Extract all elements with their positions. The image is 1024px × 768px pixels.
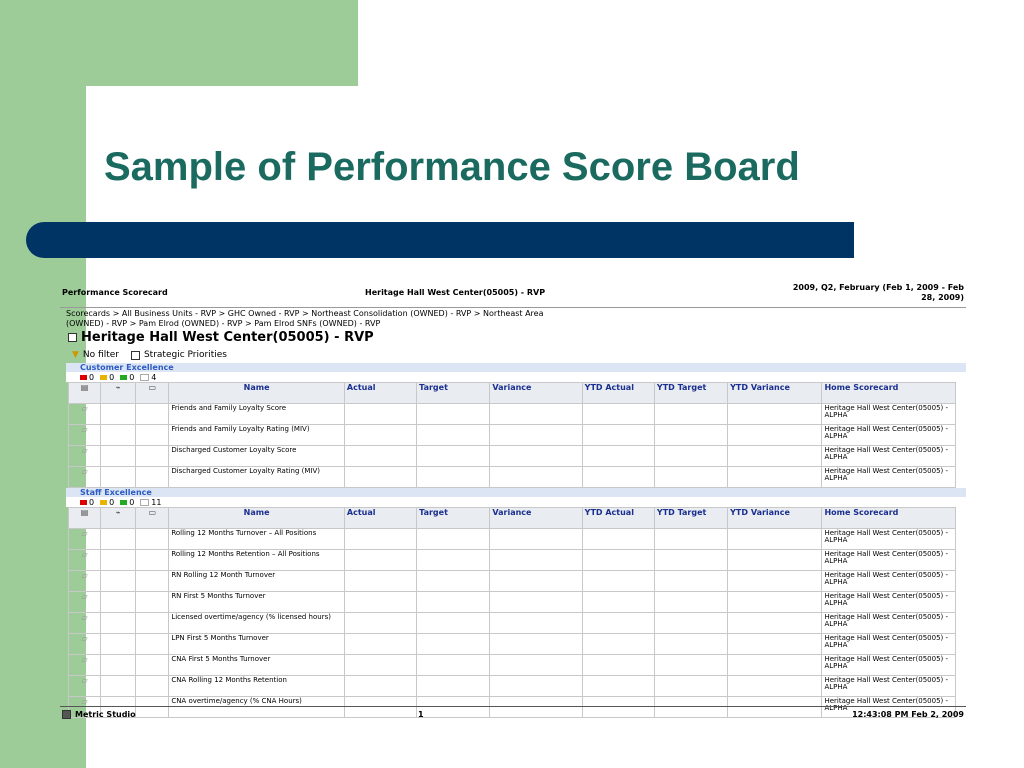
value-cell bbox=[490, 550, 582, 571]
metric-name[interactable]: CNA Rolling 12 Months Retention bbox=[169, 676, 345, 697]
scorecard-screenshot bbox=[60, 283, 966, 723]
row-status-icon[interactable]: ▱ bbox=[69, 592, 101, 613]
red-status-icon bbox=[80, 500, 87, 505]
row-status-icon[interactable]: ▱ bbox=[69, 425, 101, 446]
value-cell bbox=[582, 634, 654, 655]
breadcrumb-line2[interactable]: (OWNED) - RVP > Pam Elrod (OWNED) - RVP > Pam Elrod SNFs (OWNED) - RVP bbox=[66, 319, 381, 328]
value-cell bbox=[728, 425, 822, 446]
row-status-icon[interactable]: ▱ bbox=[69, 697, 101, 718]
value-cell bbox=[490, 404, 582, 425]
value-cell bbox=[654, 676, 727, 697]
home-scorecard-link[interactable]: Heritage Hall West Center(05005) - ALPHA bbox=[822, 676, 956, 697]
green-status-icon bbox=[120, 500, 127, 505]
value-cell bbox=[582, 592, 654, 613]
footer-app-label: Metric Studio bbox=[75, 710, 136, 719]
status-count: 0 bbox=[109, 497, 115, 507]
scorecard-header bbox=[60, 283, 966, 308]
value-cell bbox=[728, 571, 822, 592]
value-cell bbox=[654, 467, 727, 488]
column-header[interactable]: Name bbox=[169, 383, 345, 404]
footer-page: 1 bbox=[418, 710, 424, 719]
comment-column-icon[interactable]: ▭ bbox=[136, 383, 169, 404]
home-scorecard-link[interactable]: Heritage Hall West Center(05005) - ALPHA bbox=[822, 550, 956, 571]
status-counters bbox=[66, 497, 966, 507]
value-cell bbox=[582, 446, 654, 467]
empty-cell bbox=[136, 550, 169, 571]
value-cell bbox=[582, 613, 654, 634]
value-cell bbox=[490, 613, 582, 634]
home-scorecard-link[interactable]: Heritage Hall West Center(05005) - ALPHA bbox=[822, 467, 956, 488]
section-title[interactable]: Staff Excellence bbox=[66, 488, 966, 497]
header-left: Performance Scorecard bbox=[62, 288, 168, 297]
neutral-status-icon bbox=[140, 499, 149, 506]
empty-cell bbox=[101, 592, 136, 613]
table-row[interactable] bbox=[69, 634, 956, 655]
column-header[interactable]: Variance bbox=[490, 508, 582, 529]
table-row[interactable] bbox=[69, 676, 956, 697]
metrics-table bbox=[68, 507, 956, 718]
value-cell bbox=[344, 571, 416, 592]
table-row[interactable] bbox=[69, 467, 956, 488]
home-scorecard-link[interactable]: Heritage Hall West Center(05005) - ALPHA bbox=[822, 634, 956, 655]
value-cell bbox=[654, 613, 727, 634]
value-cell bbox=[417, 655, 490, 676]
scorecard-sections bbox=[60, 363, 966, 718]
empty-cell bbox=[101, 404, 136, 425]
filter-label[interactable]: No filter bbox=[82, 350, 119, 360]
table-row[interactable] bbox=[69, 550, 956, 571]
value-cell bbox=[582, 655, 654, 676]
table-row[interactable] bbox=[69, 425, 956, 446]
home-scorecard-link[interactable]: Heritage Hall West Center(05005) - ALPHA bbox=[822, 592, 956, 613]
metric-name[interactable]: Rolling 12 Months Turnover – All Positions bbox=[169, 529, 345, 550]
empty-cell bbox=[101, 634, 136, 655]
empty-cell bbox=[101, 571, 136, 592]
footer-app bbox=[62, 710, 136, 719]
value-cell bbox=[582, 676, 654, 697]
green-top-band bbox=[0, 0, 358, 86]
value-cell bbox=[582, 425, 654, 446]
header-center: Heritage Hall West Center(05005) - RVP bbox=[365, 288, 546, 297]
row-status-icon[interactable]: ▱ bbox=[69, 529, 101, 550]
value-cell bbox=[728, 529, 822, 550]
center-name: Heritage Hall West Center(05005) - RVP bbox=[81, 329, 374, 345]
column-header[interactable]: Home Scorecard bbox=[822, 508, 956, 529]
empty-cell bbox=[101, 467, 136, 488]
strategy-icon[interactable] bbox=[131, 351, 140, 360]
column-header[interactable]: YTD Target bbox=[654, 383, 727, 404]
row-status-icon[interactable]: ▱ bbox=[69, 571, 101, 592]
value-cell bbox=[490, 634, 582, 655]
value-cell bbox=[344, 425, 416, 446]
value-cell bbox=[654, 404, 727, 425]
value-cell bbox=[728, 634, 822, 655]
neutral-status-icon bbox=[140, 374, 149, 381]
home-scorecard-link[interactable]: Heritage Hall West Center(05005) - ALPHA bbox=[822, 446, 956, 467]
empty-cell bbox=[101, 613, 136, 634]
metrics-table bbox=[68, 382, 956, 488]
row-status-icon[interactable]: ▱ bbox=[69, 634, 101, 655]
value-cell bbox=[417, 529, 490, 550]
column-header[interactable]: YTD Variance bbox=[728, 508, 822, 529]
scorecard-title bbox=[60, 329, 966, 345]
metric-name[interactable]: Licensed overtime/agency (% licensed hours) bbox=[169, 613, 345, 634]
value-cell bbox=[417, 592, 490, 613]
value-cell bbox=[728, 613, 822, 634]
column-header[interactable]: YTD Variance bbox=[728, 383, 822, 404]
metric-name[interactable]: Discharged Customer Loyalty Score bbox=[169, 446, 345, 467]
row-status-icon[interactable]: ▱ bbox=[69, 446, 101, 467]
home-scorecard-link[interactable]: Heritage Hall West Center(05005) - ALPHA bbox=[822, 425, 956, 446]
value-cell bbox=[728, 676, 822, 697]
home-scorecard-link[interactable]: Heritage Hall West Center(05005) - ALPHA bbox=[822, 571, 956, 592]
value-cell bbox=[654, 571, 727, 592]
metric-name[interactable]: LPN First 5 Months Turnover bbox=[169, 634, 345, 655]
value-cell bbox=[344, 676, 416, 697]
home-scorecard-link[interactable]: Heritage Hall West Center(05005) - ALPHA bbox=[822, 613, 956, 634]
strategic-priorities-link[interactable]: Strategic Priorities bbox=[143, 350, 227, 360]
footer-timestamp: 12:43:08 PM Feb 2, 2009 bbox=[852, 710, 964, 719]
status-count: 0 bbox=[109, 372, 115, 382]
metric-name[interactable]: Friends and Family Loyalty Rating (MIV) bbox=[169, 425, 345, 446]
empty-cell bbox=[136, 425, 169, 446]
value-cell bbox=[344, 592, 416, 613]
status-count: 4 bbox=[151, 372, 157, 382]
value-cell bbox=[344, 634, 416, 655]
column-header[interactable]: Target bbox=[417, 383, 490, 404]
column-header[interactable]: Variance bbox=[490, 383, 582, 404]
value-cell bbox=[582, 529, 654, 550]
empty-cell bbox=[101, 550, 136, 571]
column-header[interactable]: Name bbox=[169, 508, 345, 529]
value-cell bbox=[490, 446, 582, 467]
value-cell bbox=[728, 446, 822, 467]
metric-name[interactable]: RN Rolling 12 Month Turnover bbox=[169, 571, 345, 592]
value-cell bbox=[344, 446, 416, 467]
empty-cell bbox=[136, 571, 169, 592]
empty-cell bbox=[136, 676, 169, 697]
header-period bbox=[674, 283, 964, 303]
breadcrumb bbox=[60, 308, 966, 329]
value-cell bbox=[344, 655, 416, 676]
row-status-icon[interactable]: ▱ bbox=[69, 613, 101, 634]
column-header[interactable]: Actual bbox=[344, 383, 416, 404]
table-header-row bbox=[69, 508, 956, 529]
value-cell bbox=[344, 613, 416, 634]
value-cell bbox=[490, 529, 582, 550]
empty-cell bbox=[101, 529, 136, 550]
value-cell bbox=[417, 425, 490, 446]
empty-cell bbox=[101, 676, 136, 697]
red-status-icon bbox=[80, 375, 87, 380]
empty-cell bbox=[136, 655, 169, 676]
title-underline-bar bbox=[26, 222, 854, 258]
value-cell bbox=[654, 655, 727, 676]
table-row[interactable] bbox=[69, 571, 956, 592]
empty-cell bbox=[136, 529, 169, 550]
value-cell bbox=[344, 467, 416, 488]
value-cell bbox=[490, 425, 582, 446]
column-header[interactable]: Home Scorecard bbox=[822, 383, 956, 404]
table-row[interactable] bbox=[69, 655, 956, 676]
value-cell bbox=[728, 655, 822, 676]
value-cell bbox=[417, 550, 490, 571]
value-cell bbox=[582, 550, 654, 571]
row-status-icon[interactable]: ▱ bbox=[69, 676, 101, 697]
value-cell bbox=[728, 467, 822, 488]
table-row[interactable] bbox=[69, 446, 956, 467]
value-cell bbox=[654, 425, 727, 446]
trend-column-icon[interactable]: ⌁ bbox=[101, 508, 136, 529]
table-header-row bbox=[69, 383, 956, 404]
status-counters bbox=[66, 372, 966, 382]
value-cell bbox=[728, 550, 822, 571]
value-cell bbox=[417, 467, 490, 488]
metric-name[interactable]: RN First 5 Months Turnover bbox=[169, 592, 345, 613]
list-column-icon[interactable]: ▤ bbox=[69, 508, 101, 529]
value-cell bbox=[490, 571, 582, 592]
metric-name[interactable]: Rolling 12 Months Retention – All Positions bbox=[169, 550, 345, 571]
metric-name[interactable]: CNA First 5 Months Turnover bbox=[169, 655, 345, 676]
list-column-icon[interactable]: ▤ bbox=[69, 383, 101, 404]
metric-studio-icon bbox=[62, 710, 71, 719]
header-period-line1: 2009, Q2, February (Feb 1, 2009 - Feb bbox=[792, 283, 964, 292]
value-cell bbox=[417, 404, 490, 425]
home-scorecard-link[interactable]: Heritage Hall West Center(05005) - ALPHA bbox=[822, 404, 956, 425]
table-row[interactable] bbox=[69, 592, 956, 613]
column-header[interactable]: YTD Target bbox=[654, 508, 727, 529]
table-row[interactable] bbox=[69, 404, 956, 425]
value-cell bbox=[344, 404, 416, 425]
empty-cell bbox=[136, 446, 169, 467]
value-cell bbox=[728, 592, 822, 613]
status-count: 0 bbox=[129, 497, 135, 507]
metric-name[interactable]: Friends and Family Loyalty Score bbox=[169, 404, 345, 425]
value-cell bbox=[344, 529, 416, 550]
value-cell bbox=[728, 404, 822, 425]
status-footer bbox=[60, 706, 966, 721]
table-row[interactable] bbox=[69, 613, 956, 634]
slide-title: Sample of Performance Score Board bbox=[104, 145, 800, 189]
row-status-icon[interactable]: ▱ bbox=[69, 467, 101, 488]
value-cell bbox=[417, 676, 490, 697]
empty-cell bbox=[136, 592, 169, 613]
value-cell bbox=[582, 467, 654, 488]
column-header[interactable]: YTD Actual bbox=[582, 508, 654, 529]
column-header[interactable]: YTD Actual bbox=[582, 383, 654, 404]
scorecard-section bbox=[60, 488, 966, 718]
scorecard-icon bbox=[68, 333, 77, 342]
section-title[interactable]: Customer Excellence bbox=[66, 363, 966, 372]
empty-cell bbox=[136, 634, 169, 655]
filter-bar bbox=[60, 347, 966, 363]
row-status-icon[interactable]: ▱ bbox=[69, 404, 101, 425]
value-cell bbox=[582, 571, 654, 592]
breadcrumb-line1[interactable]: Scorecards > All Business Units - RVP > GHC Owned - RVP > Northeast Consolidation (OWNED) - RVP > Northeast Area bbox=[66, 309, 544, 318]
value-cell bbox=[490, 467, 582, 488]
value-cell bbox=[654, 446, 727, 467]
yellow-status-icon bbox=[100, 375, 107, 380]
empty-cell bbox=[101, 446, 136, 467]
status-count: 11 bbox=[151, 497, 162, 507]
trend-column-icon[interactable]: ⌁ bbox=[101, 383, 136, 404]
value-cell bbox=[344, 550, 416, 571]
comment-column-icon[interactable]: ▭ bbox=[136, 508, 169, 529]
value-cell bbox=[490, 592, 582, 613]
table-row[interactable] bbox=[69, 529, 956, 550]
row-status-icon[interactable]: ▱ bbox=[69, 550, 101, 571]
scorecard-section bbox=[60, 363, 966, 488]
filter-icon[interactable]: ▼ bbox=[72, 350, 79, 360]
value-cell bbox=[417, 571, 490, 592]
metric-name[interactable]: CNA overtime/agency (% CNA Hours) bbox=[169, 697, 345, 718]
empty-cell bbox=[101, 655, 136, 676]
value-cell bbox=[654, 529, 727, 550]
empty-cell bbox=[136, 467, 169, 488]
home-scorecard-link[interactable]: Heritage Hall West Center(05005) - ALPHA bbox=[822, 697, 956, 718]
status-count: 0 bbox=[129, 372, 135, 382]
value-cell bbox=[417, 634, 490, 655]
green-status-icon bbox=[120, 375, 127, 380]
status-count: 0 bbox=[89, 497, 95, 507]
header-period-line2: 28, 2009) bbox=[921, 293, 964, 302]
value-cell bbox=[654, 550, 727, 571]
value-cell bbox=[417, 446, 490, 467]
status-count: 0 bbox=[89, 372, 95, 382]
value-cell bbox=[654, 634, 727, 655]
value-cell bbox=[490, 676, 582, 697]
column-header[interactable]: Actual bbox=[344, 508, 416, 529]
column-header[interactable]: Target bbox=[417, 508, 490, 529]
empty-cell bbox=[101, 425, 136, 446]
empty-cell bbox=[136, 613, 169, 634]
yellow-status-icon bbox=[100, 500, 107, 505]
empty-cell bbox=[136, 404, 169, 425]
metric-name[interactable]: Discharged Customer Loyalty Rating (MIV) bbox=[169, 467, 345, 488]
home-scorecard-link[interactable]: Heritage Hall West Center(05005) - ALPHA bbox=[822, 655, 956, 676]
value-cell bbox=[582, 404, 654, 425]
value-cell bbox=[490, 655, 582, 676]
row-status-icon[interactable]: ▱ bbox=[69, 655, 101, 676]
value-cell bbox=[417, 613, 490, 634]
home-scorecard-link[interactable]: Heritage Hall West Center(05005) - ALPHA bbox=[822, 529, 956, 550]
value-cell bbox=[654, 592, 727, 613]
